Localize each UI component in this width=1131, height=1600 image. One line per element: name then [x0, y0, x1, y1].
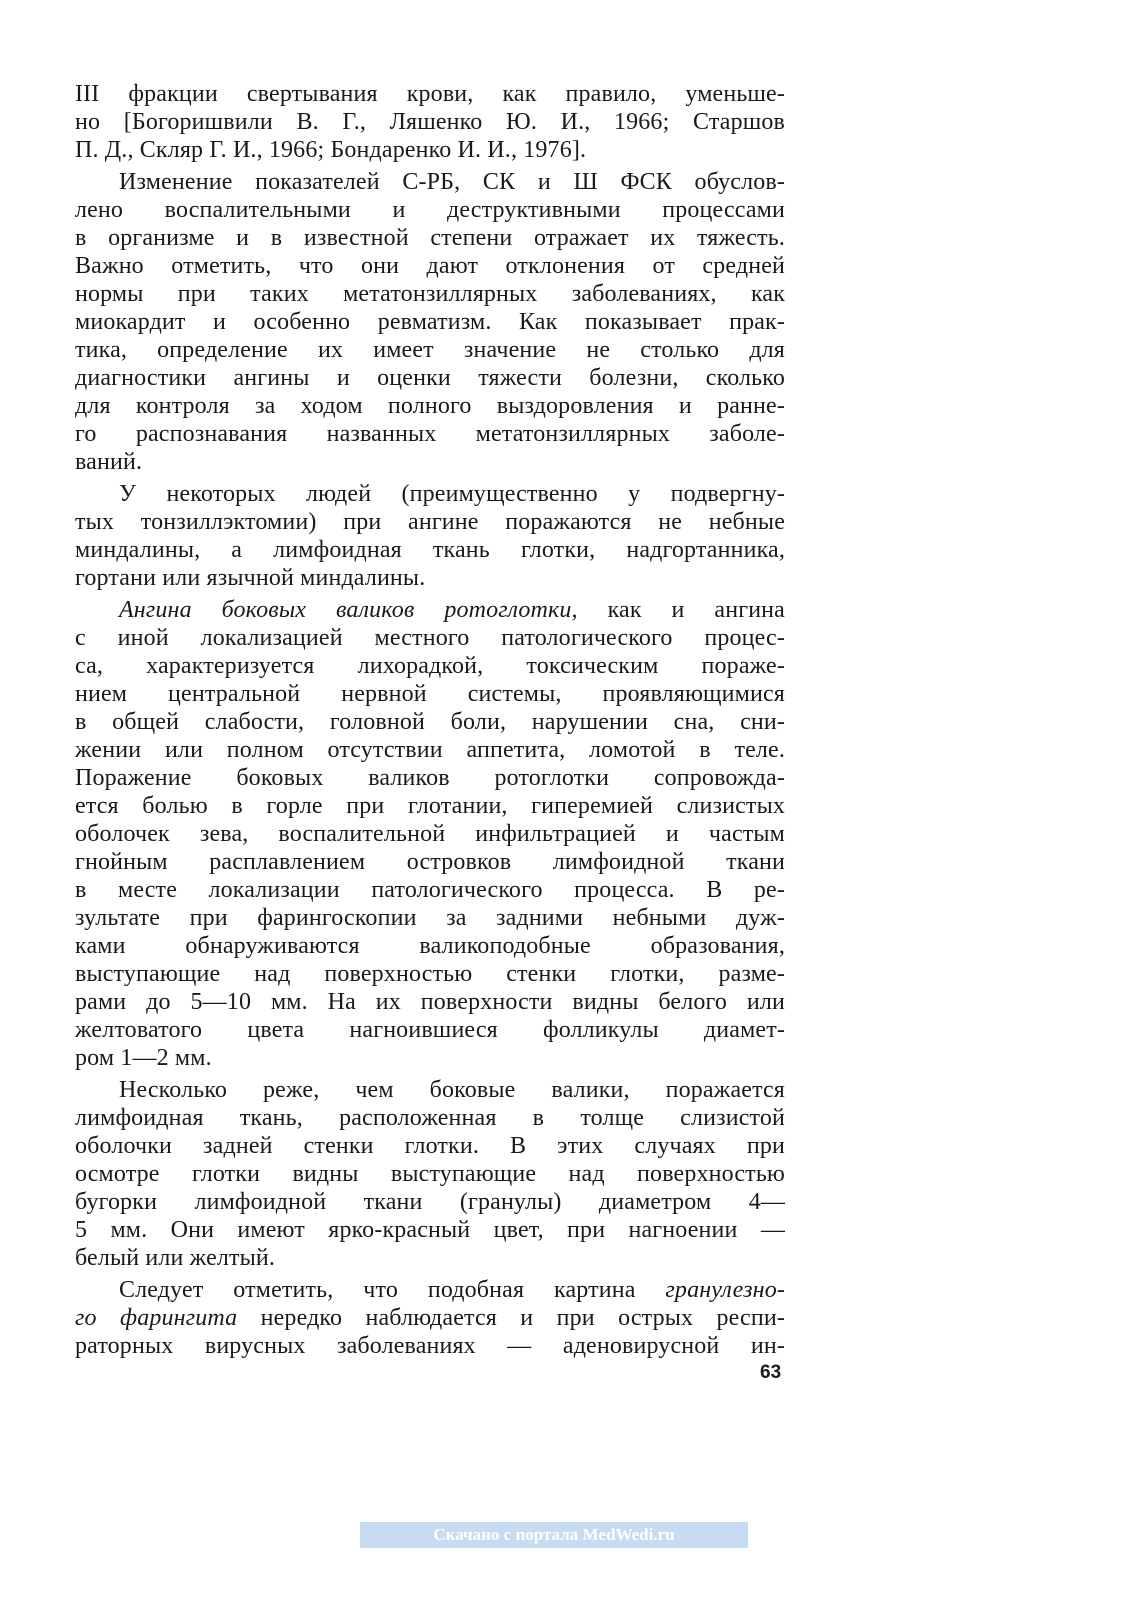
text-line: желтоватого цвета нагноившиеся фолликулы диамет-	[75, 1017, 785, 1043]
text-line: нормы при таких метатонзиллярных заболеваниях, как	[75, 281, 785, 307]
paragraph-3	[75, 480, 785, 592]
text-line: ками обнаруживаются валикоподобные образования,	[75, 933, 785, 959]
text-line: осмотре глотки видны выступающие над поверхностью	[75, 1161, 785, 1187]
text-line: жении или полном отсутствии аппетита, ломотой в теле.	[75, 737, 785, 763]
text-line: в организме и в известной степени отражает их тяжесть.	[75, 225, 785, 251]
text-line: миндалины, а лимфоидная ткань глотки, надгортанника,	[75, 537, 785, 563]
text-line: ется болью в горле при глотании, гиперемией слизистых	[75, 793, 785, 819]
text-line: миокардит и особенно ревматизм. Как показывает прак-	[75, 309, 785, 335]
text-line: 5 мм. Они имеют ярко-красный цвет, при нагноении —	[75, 1217, 785, 1243]
text-fragment: нередко наблюдается и при острых респи-	[237, 1305, 785, 1331]
text-line	[75, 1304, 785, 1332]
text-line: лено воспалительными и деструктивными процессами	[75, 197, 785, 223]
text-line: зультате при фарингоскопии за задними небными дуж-	[75, 905, 785, 931]
text-line: У некоторых людей (преимущественно у подвергну-	[119, 481, 785, 507]
text-line	[75, 596, 785, 624]
text-line: тика, определение их имеет значение не столько для	[75, 337, 785, 363]
text-line: ром 1—2 мм.	[75, 1045, 212, 1071]
text-line: в общей слабости, головной боли, нарушении сна, сни-	[75, 709, 785, 735]
paragraph-4	[75, 596, 785, 1072]
text-line: белый или желтый.	[75, 1245, 276, 1271]
paragraph-1	[75, 80, 785, 164]
text-line: са, характеризуется лихорадкой, токсическим пораже-	[75, 653, 785, 679]
paragraph-5	[75, 1076, 785, 1272]
text-line: Изменение показателей С-РБ, СК и Ш ФСК обуслов-	[119, 169, 785, 195]
text-line: но [Богоришвили В. Г., Ляшенко Ю. И., 1966; Старшов	[75, 109, 785, 135]
text-line: оболочек зева, воспалительной инфильтрацией и частым	[75, 821, 785, 847]
text-line: III фракции свертывания крови, как правило, уменьше-	[75, 81, 785, 107]
text-line: лимфоидная ткань, расположенная в толще слизистой	[75, 1105, 785, 1131]
text-line: оболочки задней стенки глотки. В этих случаях при	[75, 1133, 785, 1159]
text-line: для контроля за ходом полного выздоровления и ранне-	[75, 393, 785, 419]
text-line: в месте локализации патологического процесса. В ре-	[75, 877, 785, 903]
text-fragment: как и ангина	[577, 597, 785, 623]
text-line	[75, 1276, 785, 1304]
italic-term: гранулезно-	[665, 1277, 785, 1303]
text-line: диагностики ангины и оценки тяжести болезни, сколько	[75, 365, 785, 391]
text-line: раторных вирусных заболеваниях — аденовирусной ин-	[75, 1333, 785, 1359]
text-line: ваний.	[75, 449, 143, 475]
italic-term: Ангина боковых валиков ротоглотки,	[119, 597, 578, 623]
page-body-text	[75, 80, 785, 1364]
watermark-banner: Скачано с портала MedWedi.ru	[360, 1522, 748, 1548]
text-line: выступающие над поверхностью стенки глотки, разме-	[75, 961, 785, 987]
text-line: рами до 5—10 мм. На их поверхности видны белого или	[75, 989, 785, 1015]
text-line: с иной локализацией местного патологического процес-	[75, 625, 785, 651]
text-line: го распознавания названных метатонзиллярных заболе-	[75, 421, 785, 447]
text-line: нием центральной нервной системы, проявляющимися	[75, 681, 785, 707]
text-line: Несколько реже, чем боковые валики, поражается	[119, 1077, 785, 1103]
page-number: 63	[760, 1362, 782, 1383]
paragraph-6	[75, 1276, 785, 1360]
italic-term: го фарингита	[75, 1305, 238, 1331]
text-line: Важно отметить, что они дают отклонения от средней	[75, 253, 785, 279]
text-line: Поражение боковых валиков ротоглотки сопровожда-	[75, 765, 785, 791]
text-line: бугорки лимфоидной ткани (гранулы) диаметром 4—	[75, 1189, 785, 1215]
paragraph-2	[75, 168, 785, 476]
text-line: гортани или язычной миндалины.	[75, 565, 426, 591]
text-line: П. Д., Скляр Г. И., 1966; Бондаренко И. И., 1976].	[75, 137, 587, 163]
text-line: тых тонзиллэктомии) при ангине поражаются не небные	[75, 509, 785, 535]
text-fragment: Следует отметить, что подобная картина	[119, 1277, 666, 1303]
text-line: гнойным расплавлением островков лимфоидной ткани	[75, 849, 785, 875]
